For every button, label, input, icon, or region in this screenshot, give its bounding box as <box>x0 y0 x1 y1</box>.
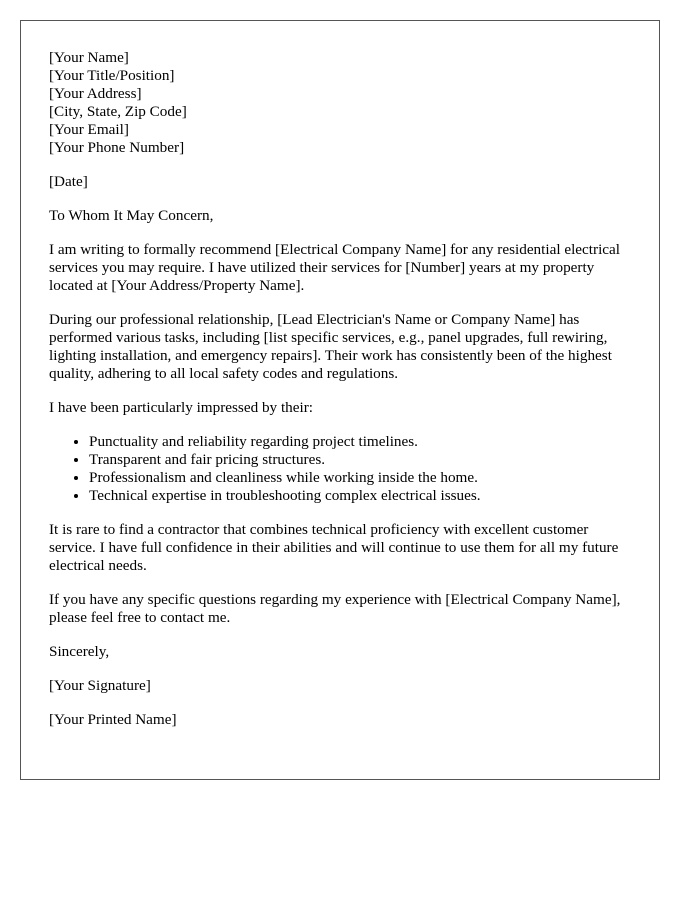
sender-name: [Your Name] <box>49 49 129 66</box>
list-item: • Punctuality and reliability regarding project timelines. <box>89 433 631 451</box>
intro-paragraph: I am writing to formally recommend [Electrical Company Name] for any residential electrical services you may require. I have utilized their services for [Number] years at my property located at [Your Address/Property Name]. <box>49 241 620 294</box>
valediction: Sincerely, <box>49 643 110 660</box>
list-item: • Technical expertise in troubleshooting complex electrical issues. <box>89 487 631 505</box>
relationship-paragraph: During our professional relationship, [Lead Electrician's Name or Company Name] has performed various tasks, including [list specific services, e.g., panel upgrades, full rewiring, lighting installation, and emergency repairs]. Their work has consistently been of the highest quality, adhering to all local safety codes and regulations. <box>49 311 612 382</box>
list-item: • Transparent and fair pricing structures. <box>89 451 631 469</box>
sender-email: [Your Email] <box>49 121 129 138</box>
recommendation-letter <box>20 20 660 780</box>
sender-title: [Your Title/Position] <box>49 67 175 84</box>
letter-date: [Date] <box>49 173 88 190</box>
contact-paragraph: If you have any specific questions regarding my experience with [Electrical Company Name], please feel free to contact me. <box>49 591 621 626</box>
sender-city-state-zip: [City, State, Zip Code] <box>49 103 187 120</box>
sender-address: [Your Address] <box>49 85 142 102</box>
printed-name: [Your Printed Name] <box>49 711 177 728</box>
signature-placeholder: [Your Signature] <box>49 677 151 694</box>
summary-paragraph: It is rare to find a contractor that combines technical proficiency with excellent customer service. I have full confidence in their abilities and will continue to use them for all my future electrical needs. <box>49 521 619 574</box>
salutation: To Whom It May Concern, <box>49 207 214 224</box>
qualities-list <box>49 433 631 505</box>
sender-phone: [Your Phone Number] <box>49 139 185 156</box>
sender-info <box>49 49 631 157</box>
list-item: • Professionalism and cleanliness while working inside the home. <box>89 469 631 487</box>
impressed-intro: I have been particularly impressed by their: <box>49 399 313 416</box>
